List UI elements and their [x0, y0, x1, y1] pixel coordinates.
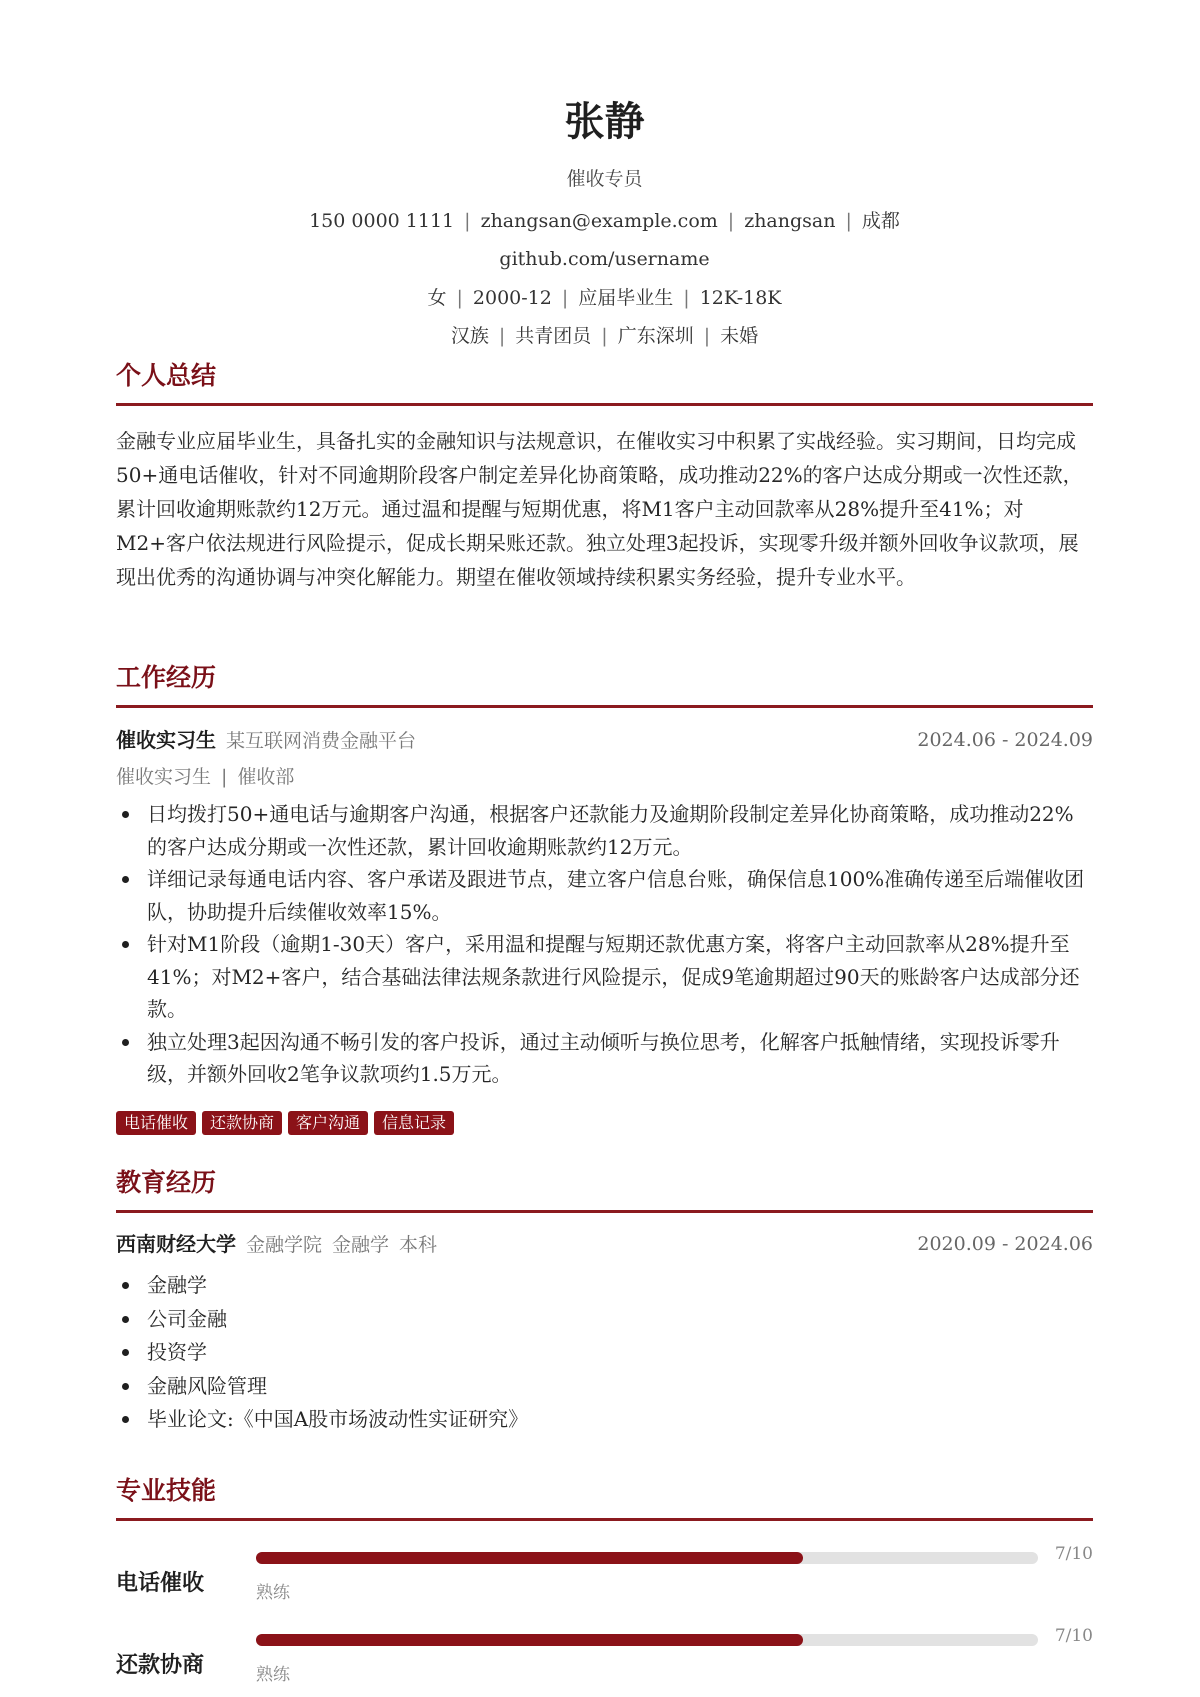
work-achievements: [116, 798, 1093, 1091]
separator: |: [727, 210, 735, 232]
list-item: 详细记录每通电话内容、客户承诺及跟进节点，建立客户信息台账，确保信息100%准确传递至后端催收团队，协助提升后续催收效率15%。: [116, 863, 1093, 928]
birth-date: 2000-12: [472, 287, 552, 309]
degree: 本科: [399, 1234, 438, 1256]
section-divider: [116, 1210, 1093, 1213]
city: 成都: [861, 210, 900, 232]
list-item: 金融风险管理: [116, 1370, 1093, 1404]
section-title-work: 工作经历: [116, 663, 217, 692]
skill-bar-fill: [256, 1552, 803, 1564]
work-subline: [116, 763, 294, 791]
skill-name: 电话催收: [116, 1570, 205, 1596]
section-title-skills: 专业技能: [116, 1476, 217, 1505]
gender: 女: [427, 287, 447, 309]
college-name: 金融学院: [246, 1234, 323, 1256]
marital-status: 未婚: [720, 325, 759, 347]
skill-bar-track: [256, 1552, 1038, 1564]
skill-tags: [116, 1111, 454, 1135]
job-title: 催收实习生: [116, 766, 212, 788]
separator: |: [561, 287, 569, 309]
major: 金融学: [332, 1234, 390, 1256]
section-divider: [116, 705, 1093, 708]
separator: |: [845, 210, 852, 232]
list-item: 金融学: [116, 1269, 1093, 1303]
summary-text: 金融专业应届毕业生，具备扎实的金融知识与法规意识，在催收实习中积累了实战经验。实习期间，日均完成50+通电话催收，针对不同逾期阶段客户制定差异化协商策略，成功推动22%的客户达成分期或一次性还款，累计回收逾期账款约12万元。通过温和提醒与短期优惠，将M1客户主动回款率从28%提升至41%；对M2+客户依法规进行风险提示，促成长期呆账还款。独立处理3起投诉，实现零升级并额外回收争议款项，展现出优秀的沟通协调与冲突化解能力。期望在催收领域持续积累实务经验，提升专业水平。: [116, 429, 1083, 589]
candidate-name: 张静: [564, 98, 645, 145]
website-link[interactable]: github.com/username: [499, 248, 710, 270]
tag: 电话催收: [116, 1111, 196, 1135]
political-status: 共青团员: [515, 325, 592, 347]
phone-number: 150 0000 1111: [309, 210, 455, 232]
section-title-education: 教育经历: [116, 1168, 217, 1197]
skill-row: [116, 1622, 1093, 1697]
work-dates: 2024.06 - 2024.09: [917, 729, 1093, 751]
salary-expectation: 12K-18K: [699, 287, 782, 309]
ethnicity: 汉族: [450, 325, 489, 347]
tag: 还款协商: [202, 1111, 282, 1135]
list-item: 公司金融: [116, 1303, 1093, 1337]
wechat-id: zhangsan: [744, 210, 836, 232]
separator: |: [703, 325, 711, 347]
job-position: 催收实习生: [116, 728, 216, 752]
skill-row: [116, 1540, 1093, 1620]
section-divider: [116, 403, 1093, 406]
list-item: 毕业论文:《中国A股市场波动性实证研究》: [116, 1403, 1093, 1437]
hometown: 广东深圳: [617, 325, 694, 347]
list-item: 日均拨打50+通电话与逾期客户沟通，根据客户还款能力及逾期阶段制定差异化协商策略，成功推动22%的客户达成分期或一次性还款，累计回收逾期账款约12万元。: [116, 798, 1093, 863]
course-list: [116, 1269, 1093, 1437]
background-line: [116, 323, 1093, 349]
contact-line: [116, 208, 1093, 234]
skill-level: 熟练: [256, 1583, 290, 1603]
department: 催收部: [237, 766, 295, 788]
personal-line: [116, 285, 1093, 311]
separator: |: [601, 325, 608, 347]
school-name: 西南财经大学: [116, 1232, 236, 1256]
separator: |: [464, 210, 471, 232]
section-divider: [116, 1518, 1093, 1521]
tag: 信息记录: [374, 1111, 454, 1135]
skill-level: 熟练: [256, 1665, 290, 1685]
separator: |: [456, 287, 463, 309]
skill-bar-track: [256, 1634, 1038, 1646]
skill-name: 还款协商: [116, 1652, 205, 1678]
separator: |: [221, 766, 228, 788]
skill-score: 7/10: [1054, 1544, 1093, 1564]
list-item: 投资学: [116, 1336, 1093, 1370]
separator: |: [498, 325, 506, 347]
work-header: [116, 725, 1093, 755]
skill-score: 7/10: [1054, 1626, 1093, 1646]
status: 应届毕业生: [578, 287, 674, 309]
skill-bar-fill: [256, 1634, 803, 1646]
education-header: [116, 1229, 1093, 1259]
email-link[interactable]: zhangsan@example.com: [480, 210, 718, 232]
list-item: 针对M1阶段（逾期1-30天）客户，采用温和提醒与短期还款优惠方案，将客户主动回款率从28%提升至41%；对M2+客户，结合基础法律法规条款进行风险提示，促成9笔逾期超过90天的账龄客户达成部分还款。: [116, 928, 1093, 1026]
list-item: 独立处理3起因沟通不畅引发的客户投诉，通过主动倾听与换位思考，化解客户抵触情绪，实现投诉零升级，并额外回收2笔争议款项约1.5万元。: [116, 1026, 1093, 1091]
tag: 客户沟通: [288, 1111, 368, 1135]
section-title-summary: 个人总结: [116, 361, 217, 390]
education-dates: 2020.09 - 2024.06: [917, 1233, 1093, 1255]
separator: |: [683, 287, 690, 309]
website-line: [116, 246, 1093, 272]
company-name: 某互联网消费金融平台: [226, 730, 417, 752]
target-role: 催收专员: [566, 168, 643, 190]
